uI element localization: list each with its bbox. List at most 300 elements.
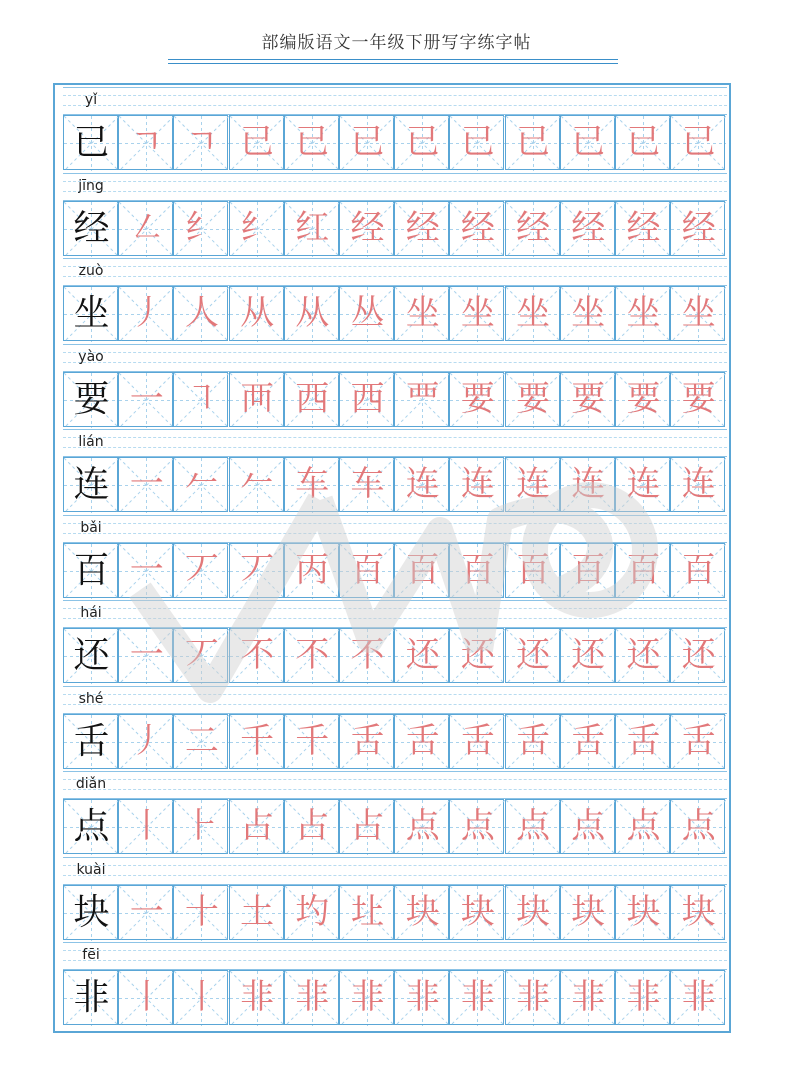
character-cells [63, 115, 727, 170]
stroke-order-step: 圵 [350, 891, 385, 932]
model-character-cell [63, 885, 118, 940]
stroke-order-step: 丿 [129, 720, 164, 761]
stroke-order-step: 丆 [184, 635, 219, 675]
trace-cell[interactable] [284, 799, 339, 854]
trace-cell[interactable] [394, 799, 449, 854]
pinyin-guide-line [63, 875, 727, 876]
trace-cell[interactable] [339, 457, 394, 512]
pinyin-guide-line [63, 266, 727, 267]
trace-cell[interactable] [229, 286, 284, 341]
pinyin-guide-line [63, 686, 727, 687]
model-character: 非 [73, 977, 110, 1018]
pinyin-guide-line [63, 191, 727, 192]
trace-cell[interactable] [284, 115, 339, 170]
page-title: 部编版语文一年级下册写字练字帖 [261, 33, 532, 53]
stroke-order-step: 连 [405, 464, 440, 504]
model-character: 经 [73, 207, 110, 249]
trace-cell[interactable] [505, 543, 560, 598]
stroke-order-step: ㄱ [185, 122, 219, 162]
pinyin-guide-line [63, 352, 727, 353]
trace-cell[interactable] [560, 115, 615, 170]
trace-cell[interactable] [505, 457, 560, 512]
trace-cell[interactable] [118, 885, 173, 940]
stroke-order-step: 一 [129, 549, 164, 590]
trace-cell[interactable] [394, 201, 449, 256]
trace-cell[interactable] [449, 201, 504, 256]
stroke-order-step: 百 [571, 549, 606, 590]
trace-cell[interactable] [118, 372, 173, 427]
stroke-order-step: 已 [240, 122, 275, 162]
trace-cell[interactable] [118, 201, 173, 256]
trace-cell[interactable] [118, 543, 173, 598]
trace-cell[interactable] [173, 885, 228, 940]
trace-cell[interactable] [339, 970, 394, 1025]
pinyin-guide-line [63, 779, 727, 780]
character-cells [63, 286, 727, 341]
stroke-order-step: 非 [240, 977, 275, 1017]
stroke-order-step: 占 [295, 806, 330, 846]
stroke-order-step: 还 [571, 635, 606, 675]
trace-cell[interactable] [394, 543, 449, 598]
title-underline-second [168, 63, 618, 64]
trace-cell[interactable] [229, 457, 284, 512]
pinyin-label: diǎn [75, 776, 107, 792]
stroke-order-step: 经 [460, 207, 495, 248]
stroke-order-step: 纟 [240, 207, 275, 248]
stroke-order-step: 百 [681, 549, 716, 590]
trace-cell[interactable] [560, 286, 615, 341]
pinyin-band [63, 427, 727, 457]
trace-cell[interactable] [615, 372, 670, 427]
trace-cell[interactable] [449, 799, 504, 854]
stroke-order-step: 不 [295, 635, 330, 675]
model-character-cell [63, 628, 118, 683]
pinyin-guide-line [63, 437, 727, 438]
pinyin-guide-line [63, 258, 727, 259]
trace-cell[interactable] [560, 543, 615, 598]
stroke-order-step: 一 [129, 635, 164, 675]
stroke-order-step: 非 [295, 977, 330, 1017]
pinyin-label: yào [78, 348, 104, 365]
pinyin-guide-line [63, 447, 727, 448]
trace-cell[interactable] [339, 885, 394, 940]
pinyin-band [63, 598, 727, 628]
pinyin-label: yǐ [84, 92, 98, 108]
stroke-order-step: 𠂉 [240, 464, 275, 504]
trace-cell[interactable] [118, 799, 173, 854]
stroke-order-step: 已 [405, 122, 440, 162]
trace-cell[interactable] [670, 372, 725, 427]
stroke-order-step: 不 [350, 635, 385, 675]
trace-cell[interactable] [505, 714, 560, 769]
trace-cell[interactable] [229, 714, 284, 769]
trace-cell[interactable] [615, 115, 670, 170]
model-character-cell [63, 799, 118, 854]
trace-cell[interactable] [394, 885, 449, 940]
pinyin-label: hái [80, 605, 102, 621]
stroke-order-step: 覀 [405, 378, 440, 419]
pinyin-guide-line [63, 600, 727, 601]
trace-cell[interactable] [449, 115, 504, 170]
stroke-order-step: 块 [681, 891, 716, 932]
stroke-order-step: 经 [681, 207, 716, 248]
trace-cell[interactable] [339, 372, 394, 427]
model-character: 百 [73, 549, 110, 591]
pinyin-band [63, 769, 727, 799]
stroke-order-step: 西 [295, 378, 330, 419]
practice-row [55, 427, 729, 513]
practice-row [55, 684, 729, 770]
trace-cell[interactable] [339, 115, 394, 170]
stroke-order-step: 非 [626, 977, 661, 1017]
trace-cell[interactable] [670, 714, 725, 769]
pinyin-band [63, 256, 727, 286]
trace-cell[interactable] [284, 714, 339, 769]
stroke-order-step: 舌 [350, 720, 385, 761]
practice-row [55, 171, 729, 257]
pinyin-label: zuò [78, 263, 104, 279]
trace-cell[interactable] [394, 628, 449, 683]
stroke-order-step: 丨 [184, 977, 219, 1017]
model-character: 已 [73, 122, 110, 163]
trace-cell[interactable] [449, 714, 504, 769]
trace-cell[interactable] [284, 286, 339, 341]
trace-cell[interactable] [118, 457, 173, 512]
trace-cell[interactable] [118, 970, 173, 1025]
trace-cell[interactable] [173, 543, 228, 598]
pinyin-band [63, 684, 727, 714]
trace-cell[interactable] [118, 115, 173, 170]
stroke-order-step: 丿 [129, 293, 164, 333]
trace-cell[interactable] [339, 799, 394, 854]
stroke-order-step: 非 [571, 977, 606, 1017]
stroke-order-step: 十 [184, 891, 219, 932]
trace-cell[interactable] [173, 970, 228, 1025]
stroke-order-step: 块 [571, 891, 606, 932]
model-character: 坐 [73, 293, 110, 334]
stroke-order-step: 坐 [626, 293, 661, 333]
stroke-order-step: 还 [626, 635, 661, 675]
trace-cell[interactable] [505, 201, 560, 256]
trace-cell[interactable] [670, 543, 725, 598]
trace-cell[interactable] [449, 970, 504, 1025]
practice-row [55, 598, 729, 684]
stroke-order-step: 已 [460, 122, 495, 162]
stroke-order-step: 要 [681, 378, 716, 419]
stroke-order-step: 经 [405, 207, 440, 248]
practice-row [55, 342, 729, 428]
pinyin-guide-line [63, 515, 727, 516]
pinyin-guide-line [63, 960, 727, 961]
pinyin-label: fēi [82, 947, 100, 963]
model-character-cell [63, 543, 118, 598]
trace-cell[interactable] [229, 543, 284, 598]
trace-cell[interactable] [670, 799, 725, 854]
stroke-order-step: 点 [405, 806, 440, 846]
stroke-order-step: 经 [571, 207, 606, 248]
stroke-order-step: 点 [571, 806, 606, 846]
trace-cell[interactable] [560, 457, 615, 512]
trace-cell[interactable] [118, 286, 173, 341]
model-character: 连 [73, 464, 110, 505]
trace-cell[interactable] [173, 286, 228, 341]
trace-cell[interactable] [229, 115, 284, 170]
trace-cell[interactable] [615, 457, 670, 512]
trace-cell[interactable] [229, 799, 284, 854]
trace-cell[interactable] [449, 885, 504, 940]
pinyin-guide-line [63, 344, 727, 345]
stroke-order-step: 已 [626, 122, 661, 162]
pinyin-guide-line [63, 694, 727, 695]
trace-cell[interactable] [560, 970, 615, 1025]
trace-cell[interactable] [229, 885, 284, 940]
trace-cell[interactable] [394, 970, 449, 1025]
stroke-order-step: ㄱ [130, 122, 164, 162]
pinyin-guide-line [63, 173, 727, 174]
trace-cell[interactable] [670, 286, 725, 341]
stroke-order-step: ㇕ [184, 378, 219, 419]
stroke-order-step: 舌 [516, 720, 551, 761]
pinyin-guide-line [63, 608, 727, 609]
stroke-order-step: 一 [129, 378, 164, 419]
stroke-order-step: 𠂉 [184, 464, 219, 504]
pinyin-guide-line [63, 523, 727, 524]
trace-cell[interactable] [505, 628, 560, 683]
trace-cell[interactable] [560, 799, 615, 854]
trace-cell[interactable] [118, 628, 173, 683]
trace-cell[interactable] [229, 970, 284, 1025]
character-cells [63, 201, 727, 256]
stroke-order-step: 坐 [516, 293, 551, 333]
stroke-order-step: 土 [240, 891, 275, 932]
stroke-order-step: 还 [460, 635, 495, 675]
pinyin-band [63, 85, 727, 115]
stroke-order-step: 连 [626, 464, 661, 504]
trace-cell[interactable] [339, 628, 394, 683]
trace-cell[interactable] [339, 286, 394, 341]
stroke-order-step: 连 [571, 464, 606, 504]
character-cells [63, 628, 727, 683]
pinyin-guide-line [63, 105, 727, 106]
stroke-order-step: 连 [460, 464, 495, 504]
stroke-order-step: 非 [405, 977, 440, 1017]
trace-cell[interactable] [284, 372, 339, 427]
trace-cell[interactable] [615, 885, 670, 940]
stroke-order-step: 丆 [184, 549, 219, 590]
trace-cell[interactable] [505, 970, 560, 1025]
stroke-order-step: 一 [129, 891, 164, 932]
stroke-order-step: 非 [516, 977, 551, 1017]
stroke-order-step: 要 [626, 378, 661, 419]
trace-cell[interactable] [173, 628, 228, 683]
practice-row [55, 513, 729, 599]
pinyin-guide-line [63, 789, 727, 790]
trace-cell[interactable] [560, 372, 615, 427]
trace-cell[interactable] [505, 372, 560, 427]
stroke-order-step: 丨 [129, 977, 164, 1017]
stroke-order-step: 要 [571, 378, 606, 419]
trace-cell[interactable] [670, 628, 725, 683]
stroke-order-step: 舌 [405, 720, 440, 761]
stroke-order-step: 块 [626, 891, 661, 932]
title-underline [168, 59, 618, 60]
stroke-order-step: 百 [460, 549, 495, 590]
stroke-order-step: 红 [295, 207, 330, 248]
trace-cell[interactable] [615, 714, 670, 769]
pinyin-band [63, 855, 727, 885]
pinyin-guide-line [63, 942, 727, 943]
pinyin-guide-line [63, 276, 727, 277]
stroke-order-step: 纟 [184, 207, 219, 248]
stroke-order-step: 车 [295, 464, 330, 504]
practice-row [55, 855, 729, 941]
character-cells [63, 543, 727, 598]
trace-cell[interactable] [284, 543, 339, 598]
stroke-order-step: 非 [350, 977, 385, 1017]
stroke-order-step: 舌 [460, 720, 495, 761]
trace-cell[interactable] [449, 628, 504, 683]
pinyin-guide-line [63, 865, 727, 866]
trace-cell[interactable] [173, 372, 228, 427]
pinyin-guide-line [63, 533, 727, 534]
trace-cell[interactable] [560, 201, 615, 256]
trace-cell[interactable] [670, 457, 725, 512]
stroke-order-step: 不 [240, 635, 275, 675]
stroke-order-step: 坐 [571, 293, 606, 333]
pinyin-label: bǎi [80, 519, 102, 536]
trace-cell[interactable] [449, 543, 504, 598]
stroke-order-step: 坐 [681, 293, 716, 333]
practice-row [55, 769, 729, 855]
trace-cell[interactable] [560, 628, 615, 683]
trace-cell[interactable] [560, 885, 615, 940]
trace-cell[interactable] [394, 372, 449, 427]
character-cells [63, 799, 727, 854]
trace-cell[interactable] [449, 286, 504, 341]
trace-cell[interactable] [560, 714, 615, 769]
pinyin-guide-line [63, 950, 727, 951]
stroke-order-step: 块 [516, 891, 551, 932]
pinyin-guide-line [63, 618, 727, 619]
stroke-order-step: 舌 [681, 720, 716, 761]
trace-cell[interactable] [615, 543, 670, 598]
trace-cell[interactable] [284, 970, 339, 1025]
stroke-order-step: 还 [405, 635, 440, 675]
model-character-cell [63, 201, 118, 256]
pinyin-guide-line [63, 857, 727, 858]
stroke-order-step: 百 [405, 549, 440, 590]
stroke-order-step: 从 [295, 293, 330, 333]
trace-cell[interactable] [173, 115, 228, 170]
model-character: 舌 [73, 720, 110, 762]
stroke-order-step: 舌 [571, 720, 606, 761]
stroke-order-step: 点 [460, 806, 495, 846]
stroke-order-step: 要 [516, 378, 551, 419]
stroke-order-step: 千 [240, 720, 275, 761]
trace-cell[interactable] [670, 885, 725, 940]
stroke-order-step: 非 [681, 977, 716, 1017]
trace-cell[interactable] [505, 115, 560, 170]
model-character-cell [63, 286, 118, 341]
trace-cell[interactable] [394, 714, 449, 769]
trace-cell[interactable] [449, 372, 504, 427]
stroke-order-step: 块 [460, 891, 495, 932]
trace-cell[interactable] [394, 286, 449, 341]
trace-cell[interactable] [284, 457, 339, 512]
trace-cell[interactable] [505, 286, 560, 341]
trace-cell[interactable] [670, 970, 725, 1025]
trace-cell[interactable] [173, 714, 228, 769]
stroke-order-step: 已 [295, 122, 330, 162]
trace-cell[interactable] [284, 201, 339, 256]
pinyin-guide-line [63, 362, 727, 363]
stroke-order-step: 点 [626, 806, 661, 846]
model-character: 还 [73, 635, 110, 676]
pinyin-label: jīng [78, 177, 104, 194]
stroke-order-step: 经 [516, 207, 551, 248]
trace-cell[interactable] [173, 457, 228, 512]
stroke-order-step: 已 [516, 122, 551, 162]
stroke-order-step: 点 [516, 806, 551, 846]
trace-cell[interactable] [615, 628, 670, 683]
stroke-order-step: 连 [516, 464, 551, 504]
trace-cell[interactable] [505, 885, 560, 940]
character-cells [63, 457, 727, 512]
trace-cell[interactable] [615, 286, 670, 341]
stroke-order-step: 丙 [295, 549, 330, 590]
trace-cell[interactable] [615, 799, 670, 854]
stroke-order-step: 点 [681, 806, 716, 846]
trace-cell[interactable] [505, 799, 560, 854]
pinyin-guide-line [63, 771, 727, 772]
stroke-order-step: 占 [350, 806, 385, 846]
trace-cell[interactable] [615, 201, 670, 256]
stroke-order-step: 要 [460, 378, 495, 419]
pinyin-guide-line [63, 429, 727, 430]
pinyin-band [63, 342, 727, 372]
trace-cell[interactable] [173, 799, 228, 854]
trace-cell[interactable] [339, 543, 394, 598]
trace-cell[interactable] [229, 372, 284, 427]
pinyin-guide-line [63, 181, 727, 182]
stroke-order-step: 已 [571, 122, 606, 162]
trace-cell[interactable] [449, 457, 504, 512]
trace-cell[interactable] [173, 201, 228, 256]
trace-cell[interactable] [394, 457, 449, 512]
trace-cell[interactable] [284, 885, 339, 940]
practice-row [55, 85, 729, 171]
stroke-order-step: 百 [516, 549, 551, 590]
trace-cell[interactable] [670, 201, 725, 256]
stroke-order-step: 占 [240, 806, 275, 846]
stroke-order-step: 车 [350, 464, 385, 504]
trace-cell[interactable] [229, 201, 284, 256]
practice-row [55, 256, 729, 342]
stroke-order-step: 还 [516, 635, 551, 675]
trace-cell[interactable] [118, 714, 173, 769]
stroke-order-step: 已 [681, 122, 716, 162]
trace-cell[interactable] [229, 628, 284, 683]
trace-cell[interactable] [339, 714, 394, 769]
trace-cell[interactable] [339, 201, 394, 256]
trace-cell[interactable] [284, 628, 339, 683]
character-cells [63, 885, 727, 940]
trace-cell[interactable] [615, 970, 670, 1025]
practice-row [55, 940, 729, 1026]
trace-cell[interactable] [394, 115, 449, 170]
practice-sheet [53, 83, 731, 1033]
trace-cell[interactable] [670, 115, 725, 170]
